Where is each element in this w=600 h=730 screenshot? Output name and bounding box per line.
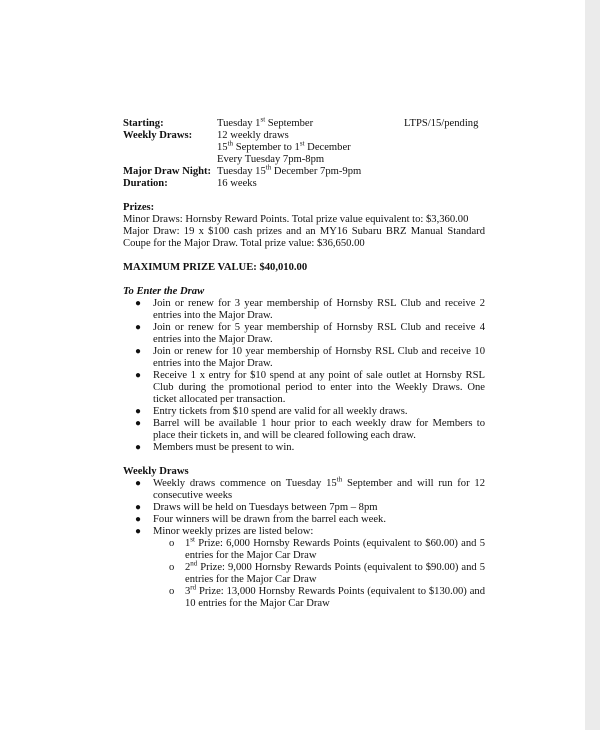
bullet-icon: ●: [135, 406, 142, 417]
list-item: ● Minor weekly prizes are listed below: o 1st Prize: 6,000 Hornsby Rewards Points (equivalent to $60.00) and 5 entries for the Major Car Draw o 2nd Prize: 9,000 Hornsby Rewards Points (equivalent to $90.00) and 5 entries for the Major Car Draw o 3rd Prize: 13,000 Hornsby Rewards Points (equivalent to $130.00) and 10 entries for the Major Car Draw: [135, 526, 485, 609]
list-item: ● Members must be present to win.: [135, 442, 295, 453]
max-prize-value: MAXIMUM PRIZE VALUE: $40,010.00: [123, 262, 308, 273]
duration-row: [123, 178, 485, 190]
list-item: ● Receive 1 x entry for $10 spend at any point of sale outlet at Hornsby RSL Club during the promotional period to enter into the Weekly Draws. One ticket allocated per transaction.: [135, 370, 485, 405]
weekly-draws-label: Weekly Draws:: [123, 130, 193, 141]
bullet-icon: ●: [135, 418, 142, 429]
list-item: o 2nd Prize: 9,000 Hornsby Rewards Points (equivalent to $90.00) and 5 entries for the Major Car Draw: [169, 559, 485, 585]
minor-prizes-list: [153, 535, 485, 610]
major-draw-row: [123, 163, 485, 178]
starting-value: Tuesday 1st September: [217, 115, 314, 129]
weekly-list: [123, 475, 485, 610]
document-body: [123, 115, 485, 610]
bullet-icon: ●: [135, 370, 142, 381]
prizes-minor: Minor Draws: Hornsby Reward Points. Total prize value equivalent to: $3,360.00: [123, 214, 469, 225]
list-item: ● Barrel will be available 1 hour prior to each weekly draw for Members to place their tickets in, and will be cleared following each draw.: [135, 418, 485, 441]
bullet-icon: ●: [135, 502, 142, 513]
weekly-draws-heading: Weekly Draws: [123, 466, 189, 477]
weekly-draws-dates: 15th September to 1st December: [217, 139, 351, 153]
circle-bullet-icon: o: [169, 538, 175, 549]
circle-bullet-icon: o: [169, 586, 175, 597]
prizes-major: Major Draw: 19 x $100 cash prizes and an MY16 Subaru BRZ Manual Standard Coupe for the Major Draw. Total prize value: $36,650.00: [123, 226, 485, 249]
scrollbar-track[interactable]: [585, 0, 600, 730]
list-item: o 1st Prize: 6,000 Hornsby Rewards Points (equivalent to $60.00) and 5 entries for the Major Car Draw: [169, 535, 485, 561]
starting-row: [123, 115, 485, 130]
bullet-icon: ●: [135, 478, 142, 489]
weekly-draws-dates-row: [123, 139, 485, 154]
enter-list: [123, 298, 485, 454]
duration-value: 16 weeks: [217, 178, 257, 189]
weekly-draws-time-row: [123, 154, 485, 166]
prizes-heading: Prizes:: [123, 202, 155, 213]
bullet-icon: ●: [135, 514, 142, 525]
major-draw-label: Major Draw Night:: [123, 166, 212, 177]
bullet-icon: ●: [135, 526, 142, 537]
list-item: ● Draws will be held on Tuesdays between 7pm – 8pm: [135, 502, 378, 513]
weekly-draws-value: 12 weekly draws: [217, 130, 289, 141]
list-item: ● Join or renew for 5 year membership of Hornsby RSL Club and receive 4 entries into the Major Draw.: [135, 322, 485, 345]
bullet-icon: ●: [135, 298, 142, 309]
starting-label: Starting:: [123, 118, 164, 129]
bullet-icon: ●: [135, 346, 142, 357]
weekly-draws-time: Every Tuesday 7pm-8pm: [217, 154, 325, 165]
enter-heading: To Enter the Draw: [123, 286, 205, 297]
list-item: ● Weekly draws commence on Tuesday 15th September and will run for 12 consecutive weeks: [135, 475, 485, 501]
bullet-icon: ●: [135, 322, 142, 333]
permit-reference: LTPS/15/pending: [404, 118, 479, 129]
circle-bullet-icon: o: [169, 562, 175, 573]
list-item: o 3rd Prize: 13,000 Hornsby Rewards Points (equivalent to $130.00) and 10 entries for the Major Car Draw: [169, 583, 485, 609]
list-item: ● Entry tickets from $10 spend are valid for all weekly draws.: [135, 406, 408, 417]
major-draw-value: Tuesday 15th December 7pm-9pm: [217, 163, 362, 177]
list-item: ● Join or renew for 3 year membership of Hornsby RSL Club and receive 2 entries into the Major Draw.: [135, 298, 485, 321]
list-item: ● Join or renew for 10 year membership of Hornsby RSL Club and receive 10 entries into the Major Draw.: [135, 346, 485, 369]
bullet-icon: ●: [135, 442, 142, 453]
list-item: ● Four winners will be drawn from the barrel each week.: [135, 514, 386, 525]
duration-label: Duration:: [123, 178, 168, 189]
